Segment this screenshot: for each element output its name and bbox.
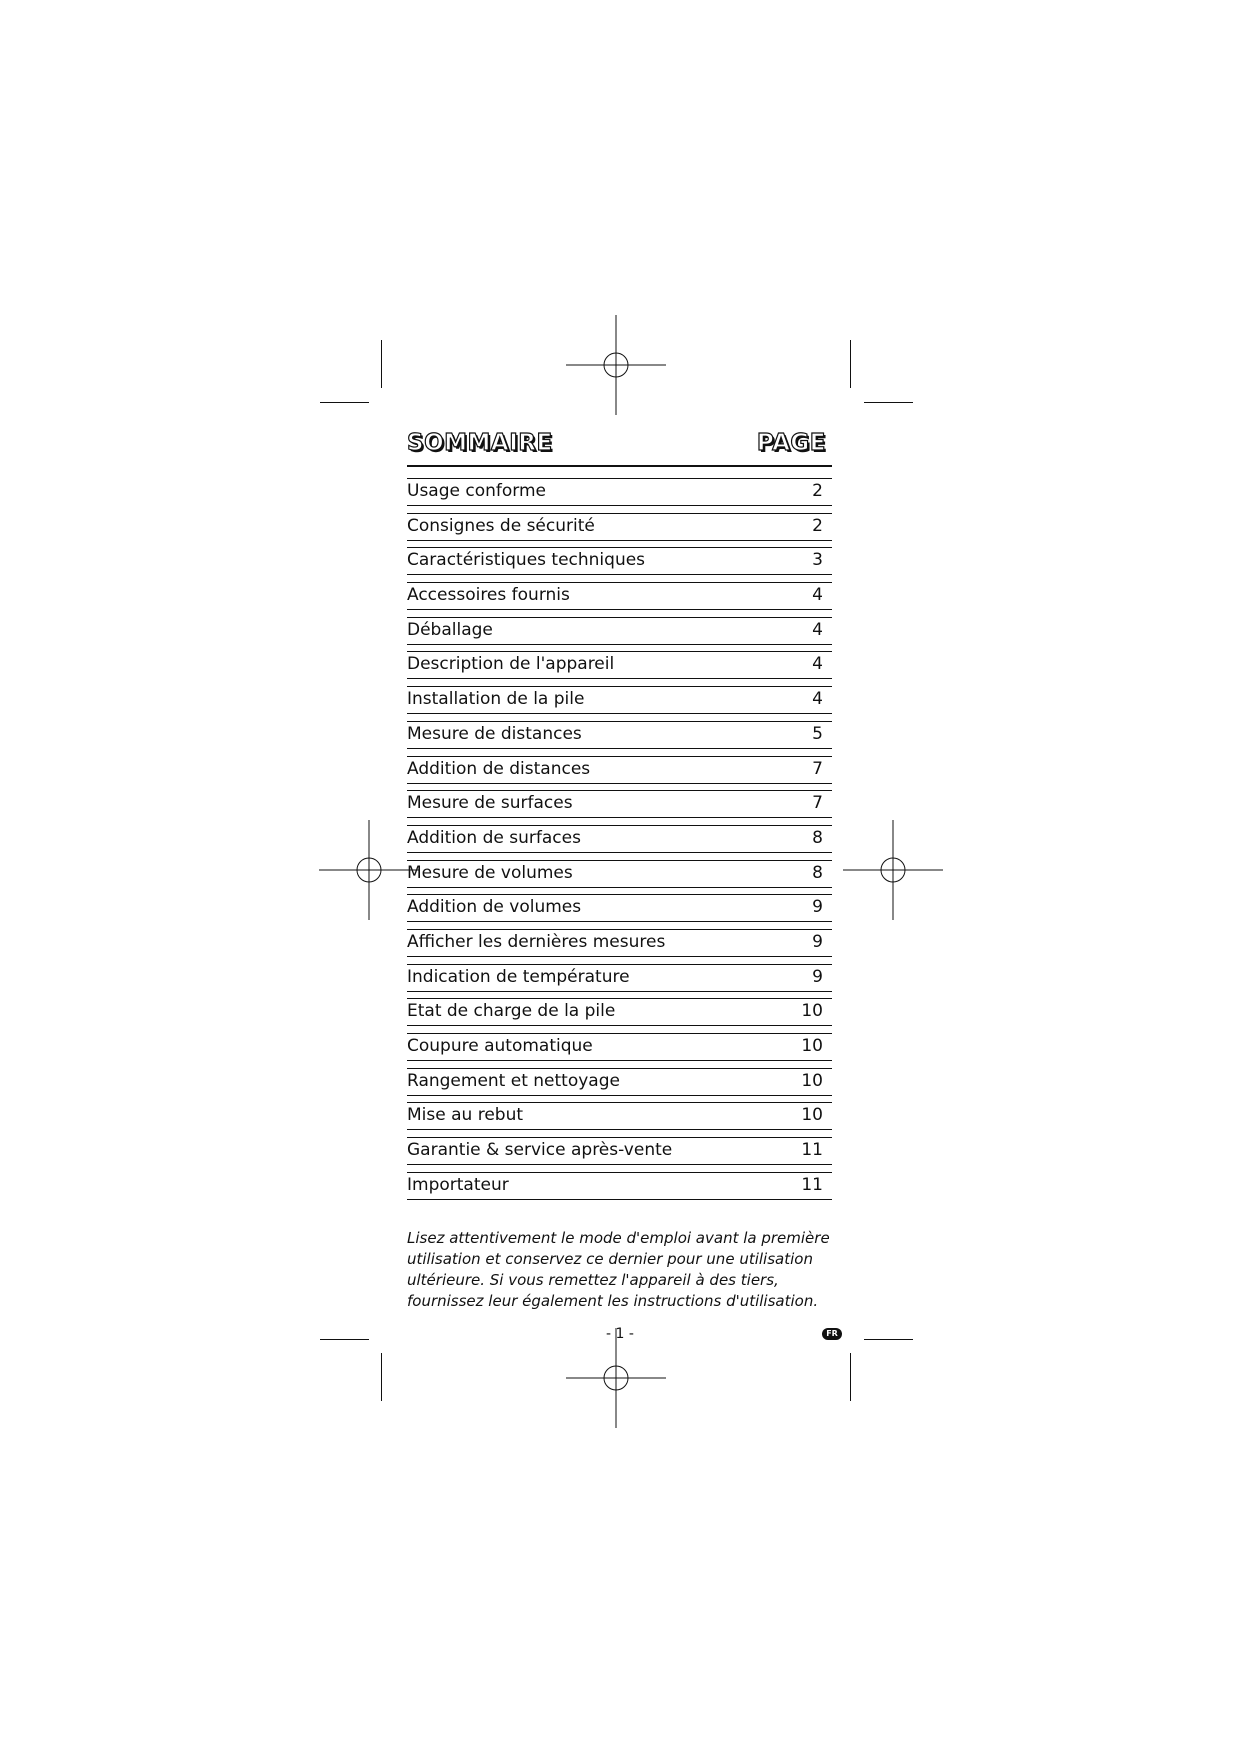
crop-mark: [320, 402, 369, 403]
toc-entry[interactable]: [407, 582, 832, 610]
toc-entry[interactable]: [407, 651, 832, 679]
toc-entry[interactable]: [407, 756, 832, 784]
toc-entry[interactable]: [407, 998, 832, 1026]
notice-line: Lisez attentivement le mode d'emploi avant la première: [407, 1229, 830, 1247]
crop-mark: [864, 1339, 913, 1340]
toc-entry-page: 3: [812, 550, 823, 571]
toc-entry[interactable]: [407, 825, 832, 853]
crop-mark: [850, 1353, 851, 1401]
toc-entry[interactable]: [407, 860, 832, 888]
toc-entry[interactable]: [407, 964, 832, 992]
toc-entry-page: 7: [812, 758, 823, 779]
table-of-contents: [407, 478, 832, 1206]
toc-entry-page: 9: [812, 966, 823, 987]
toc-entry[interactable]: [407, 1137, 832, 1165]
toc-entry-title: Consignes de sécurité: [407, 515, 595, 536]
toc-entry-title: Addition de surfaces: [407, 827, 581, 848]
toc-entry-page: 4: [812, 689, 823, 710]
usage-notice: [407, 1228, 837, 1312]
toc-entry-page: 7: [812, 793, 823, 814]
toc-entry-title: Etat de charge de la pile: [407, 1001, 616, 1022]
registration-mark-icon: [319, 820, 419, 920]
toc-entry-page: 11: [801, 1174, 823, 1195]
toc-entry-page: 4: [812, 619, 823, 640]
toc-entry-title: Addition de volumes: [407, 897, 582, 918]
crop-mark: [320, 1339, 369, 1340]
notice-line: ultérieure. Si vous remettez l'appareil à des tiers,: [407, 1271, 779, 1289]
registration-mark-icon: [843, 820, 943, 920]
toc-entry[interactable]: [407, 721, 832, 749]
toc-entry-page: 9: [812, 897, 823, 918]
toc-entry[interactable]: [407, 1172, 832, 1200]
toc-entry[interactable]: [407, 894, 832, 922]
toc-entry-page: 10: [801, 1036, 823, 1056]
toc-entry[interactable]: [407, 547, 832, 575]
toc-title: SOMMAIRE: [407, 430, 553, 456]
toc-entry[interactable]: [407, 929, 832, 957]
crop-mark: [381, 1353, 382, 1401]
crop-mark: [381, 340, 382, 388]
toc-entry-page: 10: [801, 1001, 823, 1022]
toc-entry-title: Caractéristiques techniques: [407, 550, 646, 571]
toc-entry[interactable]: [407, 513, 832, 541]
toc-entry[interactable]: [407, 1102, 832, 1130]
toc-entry-title: Mesure de volumes: [407, 862, 573, 883]
registration-mark-icon: [566, 1328, 666, 1428]
toc-entry-title: Accessoires fournis: [407, 585, 570, 606]
toc-entry[interactable]: [407, 478, 832, 506]
toc-entry[interactable]: [407, 1068, 832, 1096]
toc-entry-page: 2: [812, 481, 823, 501]
toc-entry-title: Indication de température: [407, 966, 630, 987]
notice-line: fournissez leur également les instructions d'utilisation.: [407, 1292, 819, 1310]
toc-entry-title: Coupure automatique: [407, 1036, 593, 1056]
page-number: - 1 -: [606, 1326, 634, 1342]
toc-entry-page: 9: [812, 931, 823, 952]
toc-entry-title: Mesure de distances: [407, 723, 582, 744]
notice-line: utilisation et conservez ce dernier pour une utilisation: [407, 1250, 813, 1268]
toc-entry-title: Usage conforme: [407, 481, 546, 501]
toc-entry-page: 8: [812, 862, 823, 883]
toc-entry-title: Description de l'appareil: [407, 654, 615, 675]
registration-mark-icon: [566, 315, 666, 415]
toc-entry-title: Mise au rebut: [407, 1105, 524, 1126]
crop-mark: [864, 402, 913, 403]
toc-entry-title: Addition de distances: [407, 758, 591, 779]
toc-entry-title: Rangement et nettoyage: [407, 1070, 620, 1091]
toc-entry-title: Afficher les dernières mesures: [407, 931, 666, 952]
toc-page-label: PAGE: [756, 430, 826, 456]
toc-entry-page: 5: [812, 723, 823, 744]
toc-entry-page: 11: [801, 1140, 823, 1161]
toc-entry-page: 2: [812, 515, 823, 536]
toc-entry-page: 8: [812, 827, 823, 848]
toc-entry-page: 10: [801, 1105, 823, 1126]
language-badge: FR: [822, 1328, 842, 1340]
toc-entry[interactable]: [407, 1033, 832, 1061]
toc-entry-title: Importateur: [407, 1174, 509, 1195]
toc-entry-title: Garantie & service après-vente: [407, 1140, 673, 1161]
toc-entry[interactable]: [407, 617, 832, 645]
toc-entry[interactable]: [407, 790, 832, 818]
toc-entry-title: Installation de la pile: [407, 689, 585, 710]
toc-entry[interactable]: [407, 686, 832, 714]
toc-header: [407, 430, 832, 467]
toc-entry-page: 10: [801, 1070, 823, 1091]
toc-entry-page: 4: [812, 654, 823, 675]
crop-mark: [850, 340, 851, 388]
toc-entry-title: Mesure de surfaces: [407, 793, 573, 814]
toc-entry-page: 4: [812, 585, 823, 606]
toc-entry-title: Déballage: [407, 619, 493, 640]
